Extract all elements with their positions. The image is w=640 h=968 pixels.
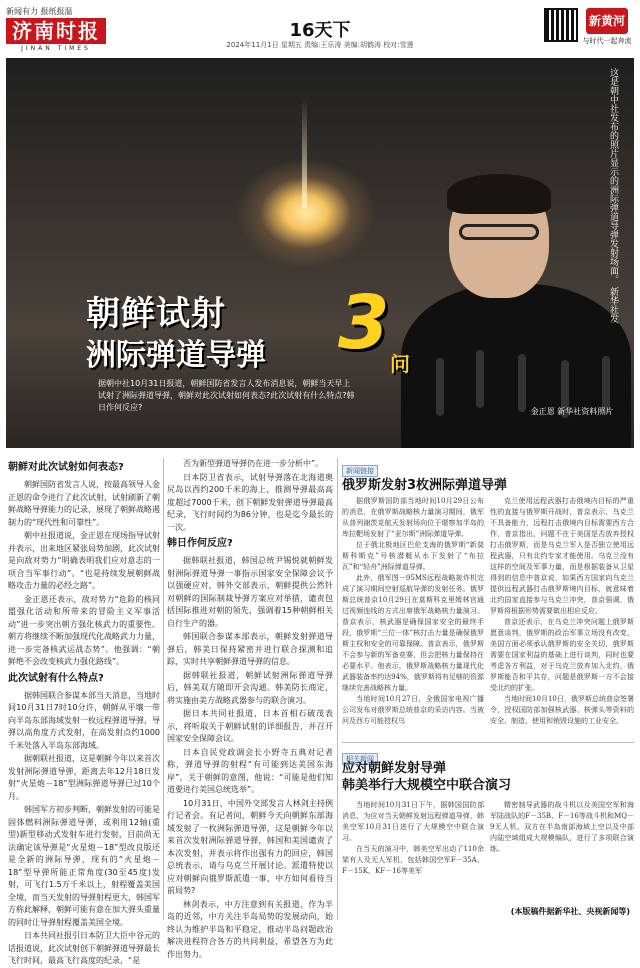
missile-trail-icon (302, 98, 307, 208)
related-link-header (342, 458, 634, 478)
russia-column-b (490, 496, 634, 734)
article-column-1 (8, 458, 160, 965)
paragraph: 日本共同社报引日本防卫大臣中谷元的话报道说，此次试射创下朝鲜弹道导弹最长飞行时间，最高飞行高度的纪录，“是 (8, 931, 160, 965)
paragraph: 在当天的演习中，韩美空军出动了110余架有人及无人军机，包括韩国空军F－35A、F－15K、KF－16等美军 (342, 845, 484, 875)
paragraph: 普京还表示，在乌克兰冲突问题上俄罗斯愿意谈判，俄罗斯的政治军事立场没有改变，美国方面必须承认俄罗斯的安全关切，俄罗斯需要在国家利益的基础上进行谈判，同时也要考虑各方利益，对于乌克兰放弃加入北约，俄罗斯能否和平共存，问题是俄罗斯一方不会接受北约的扩张。 (490, 618, 634, 692)
section-title: 16天下 (289, 20, 351, 41)
logo-wordmark: 济南时报 (6, 18, 106, 44)
microphone-icon (436, 358, 444, 416)
paragraph: 据韩联社报道，朝鲜试射洲际弹道导弹后，韩美双方随即开会沟通。韩美防长商定，将实施由美方战略武器参与的联合演习。 (167, 670, 333, 705)
brand-logo: 新黄河 (586, 8, 628, 34)
headline-line2: 洲际弹道导弹 (86, 338, 266, 373)
paragraph: 据韩联社报道，韩国总统尹锡悦就朝鲜发射洲际弹道导弹一事指示国家安全保障会议予以强硬应对，韩外交部表示，朝鲜提供公然针对朝鲜的国际制裁导弹方案应对举措，谴责包括国际推进对朝的领先，强调着15种朝鲜相关自行生产的器。 (167, 556, 333, 628)
paragraph: 林剑表示，中方注意到有关报道，作为半岛的近邻，中方关注半岛局势的发展动向，始终认为维护半岛和平稳定，推动半岛问题政治解决进程符合各方的共同利益，希望各方为此作出努力。 (167, 899, 333, 959)
subheading-reactions: 韩日作何反应? (167, 538, 233, 549)
paragraph: 当地时间10月10日，俄罗斯总统普京签署令，授权国防部加强核武器、核弹头等资料的安全、制造、使用和销毁设施的工业安全。 (490, 695, 634, 725)
headline-number: 3 (338, 280, 390, 366)
paragraph: 日本自民党政调会长小野寺五典对记者称，弹道导弹的射程“有可能到达美国东海岸”，关于朝鲜的意图，他说：“可能是他们知道要进行美国总统选举”。 (167, 747, 333, 794)
microphone-icon (518, 354, 526, 412)
portrait-hair (447, 174, 551, 214)
drill-headline-line2: 韩美举行大规模空中联合演习 (342, 778, 512, 793)
headline-line1: 朝鲜试射 (86, 294, 226, 334)
paragraph: 朝中社报道说，金正恩在现场指导试射并表示，出来地区紧张局势加剧，此次试射是向敌对势力“明确表明我们应对意志的一项合当军事行动”。“也是持续发展朝鲜战略攻击力量的必经之路”。 (8, 531, 160, 590)
related-news-tag: 相关新闻 (342, 753, 378, 765)
paragraph: 韩国军方初步判断，朝鲜发射的可能是固体燃料洲际弹道导弹，或利用12轴(重型)新型移动式发射车进行发射，目前尚无法确定该导弹是“火星炮－18”型改良版还是全新的洲际导弹，现有的“火星炮－18”型导弹所能正常角度(30至45度)发射，可飞行1.5万千米以上，射程覆盖美国全境，而当天发射的导弹射程更大，韩国军方称此解释，朝鲜可能有意在加大弹头重量的同时让导弹射程覆盖美国全境。 (8, 805, 160, 927)
column-divider (163, 458, 164, 920)
subheading-stance: 朝鲜对此次试射如何表态? (8, 462, 124, 473)
paragraph: 否为新型弹道导弹仍在进一步分析中”。 (183, 459, 324, 468)
drill-headline-line1: 应对朝鲜发射导弹 (342, 761, 447, 776)
paragraph: 日本防卫省表示，试射导弹落在北海道奥尻岛以西约200千米的海上，推测导弹最高高度超过7000千米，创下朝鲜发射弹道导弹最高纪录，飞行时间约为86分钟，也是迄今最长的一次。 (167, 472, 333, 532)
russia-column-a (342, 496, 484, 734)
paragraph: 韩国联合参谋本部表示，朝鲜发射弹道导弹后，韩美日保持紧密并进行联合探测和追踪，实时共享朝鲜弹道导弹的信息。 (167, 632, 333, 666)
lead-paragraph: 据朝中社10月31日报道，朝鲜国防省发言人发布消息说，朝鲜当天早上试射了洲际弹道导弹，朝鲜对此次试射如何表态?此次试射有什么特点?韩日作何反应? (98, 379, 355, 412)
paragraph: 精密制导武器的战斗机以及美国空军和海军陆战队的F－35B、F－16等战斗机和MQ－9无人机。双方在半岛南部海域上空以及中部内陆空域组成大规模编队，进行了多项联合演练。 (490, 801, 634, 853)
microphone-icon (476, 350, 484, 408)
glasses-icon (459, 224, 539, 240)
paragraph: 位于俄北极地区巴伦支海的俄罗斯“新莫斯科斯克”号核潜艇从水下发射了“布拉瓦”和“轻舟”洲际弹道导弹。 (342, 541, 484, 571)
paragraph: 朝鲜国防省发言人说，按最高领导人金正恩的命令进行了此次试射，试射刷新了朝鲜战略导弹能力的记录，展现了朝鲜战略遏制力的“现代性和可靠性”。 (8, 480, 160, 527)
russia-headline: 俄罗斯发射3枚洲际弹道导弹 (342, 478, 508, 493)
headline-suffix: 问 (390, 352, 410, 376)
paragraph: 10月31日，中国外交部发言人林剑主持例行记者会。有记者问，朝鲜今天向朝鲜东部海域发射了一枚洲际弹道导弹，这是朝鲜今年以来首次发射洲际弹道导弹，韩国和美国谴责了本次发射，并表示将作出强有力的回应，韩国总统表示，请与乌克兰开展讨论。派遣特使以应对朝鲜向俄罗斯派遣一事，中方如何看待当前局势? (167, 798, 333, 895)
paragraph: 克兰使用远程武器打击俄境内目标的严重性的直接与俄罗斯开战时，普京表示，乌克兰不具备能力，远程打击俄境内目标需要西方合作，普京指出，问题不在于美国是否放弃授权打击俄罗斯，而是乌克兰军人是否独立使用远程武器，只有北约专家才能使用。乌克兰没有这样的空间及军事力量，而是根据装备从卫星得到的信息中普京说，如果西方国家向乌克兰提供远程武器打击俄罗斯境内目标，就意味着北约国家直接参与乌克兰冲突，普京强调，俄罗斯将根据形势需要做出相应反应。 (490, 497, 634, 615)
brand-badge[interactable] (580, 8, 634, 44)
drill-column-a (342, 800, 484, 918)
paragraph: 据朝联社报道，这是朝鲜今年以来首次发射洲际弹道导弹，距离去年12月18日发射“火星炮－18”型洲际弹道导弹已过10个月。 (8, 754, 160, 801)
source-note: (本版稿件据新华社、央视新闻等) (510, 907, 630, 916)
subheading-features: 此次试射有什么特点? (8, 672, 104, 684)
logo-slogan: 新闻有力 报纸报温 (6, 7, 73, 16)
paragraph: 金正恩还表示，敌对势力“危险的核同盟强化活动和所带来的冒险主义军事活动”进一步突出朝方强化核武力的重要性。朝方将继续不断加强现代化战略武力力量，进一步完备核武运战态势”。他强调：“朝鲜绝不会改变核武力强化路线”。 (8, 594, 160, 666)
brand-tagline: 与时代一起奔流 (582, 37, 632, 45)
photo-caption-portrait: 金正恩 新华社资料照片 (530, 407, 614, 416)
paragraph: 据韩国联合参谋本部当天消息，当地时间10月31日7时10分许，朝鲜从平壤一带向半岛东部海域发射一枚远程弹道导弹，导弹以高角度方式发射，在高发射点约1000千米处落入半岛东部海域。 (8, 690, 160, 750)
paragraph: 据日本共同社报道，日本首相石破茂表示，将听取关于朝鲜试射的详细报告，并召开国家安全保障会议。 (167, 709, 333, 743)
related-news-header (342, 742, 634, 763)
logo-english: JINAN TIMES (21, 45, 91, 52)
drill-column-b (490, 800, 634, 904)
photo-caption-vertical: 这是朝中社发布的照片显示的洲际弹道导弹发射场面。 新华社发 (608, 68, 618, 323)
column-divider (337, 458, 338, 920)
newspaper-logo[interactable] (6, 6, 106, 52)
paragraph: 据俄罗斯国防部当地时间10月29日公布的消息，在俄罗斯战略核力量演习期间，俄军从普列谢茨克航天发射场向位于堪察加半岛的库拉靶场发射了“亚尔斯”洲际弹道导弹。 (342, 497, 484, 538)
news-link-tag: 新闻链接 (342, 465, 378, 477)
article-column-2 (167, 458, 333, 959)
masthead (0, 0, 640, 58)
paragraph: 当地时间10月31日下午，据韩国国防部消息，为应对当天朝鲜发射远程弹道导弹，韩美空军10月31日进行了大规模空中联合演习。 (342, 801, 484, 842)
qr-code-icon[interactable] (544, 8, 578, 42)
paragraph: 当地时间10月27日，全俄国家电视广播公司发布对俄罗斯总统普京的采访内容。当被问及西方可能授权乌 (342, 695, 484, 725)
paragraph: 此外，俄军图－95MS远程战略轰炸机完成了演习期间空射巡航导弹的发射任务。俄罗斯总统普京10月29日在莫斯科克里姆林宫通过视频连线的方式出席俄军战略核力量演习。普京表示，核武器是确保国家安全的最终手段，俄罗斯“三位一体”核打击力量是确保俄罗斯主权和安全的可靠保障。普京表示，俄罗斯不会参与新的军备竞赛，但会把核力量保持在必要水平。他表示，俄罗斯战略核力量现代化武器装备率约达94%，俄罗斯将有足够的资源继续完善战略核力量。 (342, 574, 484, 692)
dateline: 2024年11月1日 星期五 责编:王乐涛 美编:胡鹤涛 校对:雪莲 (226, 41, 414, 49)
hero-photo (6, 58, 634, 448)
